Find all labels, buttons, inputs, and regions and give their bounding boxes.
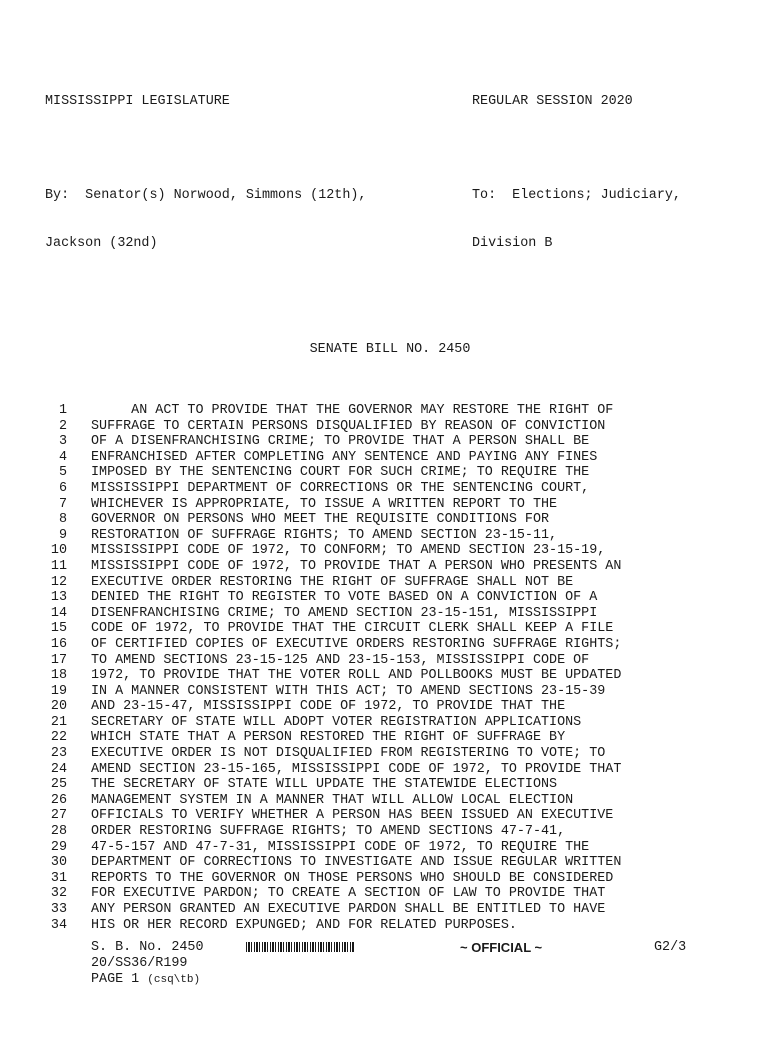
line-number: 3	[58, 434, 67, 450]
header-right	[472, 62, 681, 268]
barcode	[246, 942, 354, 952]
line-text: MANAGEMENT SYSTEM IN A MANNER THAT WILL ALLOW LOCAL ELECTION	[91, 792, 574, 808]
line-number: 2	[58, 418, 67, 434]
line-number: 17	[50, 652, 67, 668]
line-text: AMEND SECTION 23-15-165, MISSISSIPPI CODE OF 1972, TO PROVIDE THAT	[91, 761, 622, 777]
line-text: ANY PERSON GRANTED AN EXECUTIVE PARDON SHALL BE ENTITLED TO HAVE	[91, 902, 606, 917]
line-number: 33	[50, 902, 67, 917]
line-number: 12	[50, 574, 67, 590]
line-text: HIS OR HER RECORD EXPUNGED; AND FOR RELATED PURPOSES.	[91, 917, 517, 933]
referral-line-1: To: Elections; Judiciary,	[472, 188, 681, 203]
line-number: 34	[50, 917, 67, 933]
line-number: 28	[50, 824, 67, 840]
footer-doc-code: 20/SS36/R199	[91, 956, 188, 971]
line-number: 7	[58, 496, 67, 512]
line-text: GOVERNOR ON PERSONS WHO MEET THE REQUISITE CONDITIONS FOR	[91, 512, 550, 528]
sponsors-line-1: By: Senator(s) Norwood, Simmons (12th),	[45, 188, 367, 203]
line-text: TO AMEND SECTIONS 23-15-125 AND 23-15-153, MISSISSIPPI CODE OF	[91, 652, 590, 668]
line-text: EXECUTIVE ORDER RESTORING THE RIGHT OF SUFFRAGE SHALL NOT BE	[91, 574, 574, 590]
line-text: WHICHEVER IS APPROPRIATE, TO ISSUE A WRITTEN REPORT TO THE	[91, 496, 558, 512]
line-number: 19	[50, 683, 67, 699]
line-text: SUFFRAGE TO CERTAIN PERSONS DISQUALIFIED BY REASON OF CONVICTION	[91, 418, 606, 434]
line-number: 9	[58, 527, 67, 543]
line-number: 5	[58, 465, 67, 481]
footer-typist: (csq\tb)	[147, 974, 201, 986]
line-text: OF CERTIFIED COPIES OF EXECUTIVE ORDERS RESTORING SUFFRAGE RIGHTS;	[91, 636, 622, 652]
line-text: RESTORATION OF SUFFRAGE RIGHTS; TO AMEND SECTION 23-15-11,	[91, 527, 558, 543]
line-number: 31	[50, 870, 67, 886]
line-text: REPORTS TO THE GOVERNOR ON THOSE PERSONS WHO SHOULD BE CONSIDERED	[91, 870, 614, 886]
line-text: DENIED THE RIGHT TO REGISTER TO VOTE BASED ON A CONVICTION OF A	[91, 590, 598, 606]
sponsors-line-2: Jackson (32nd)	[45, 236, 158, 251]
line-text: MISSISSIPPI DEPARTMENT OF CORRECTIONS OR THE SENTENCING COURT,	[91, 480, 590, 496]
line-number: 26	[50, 792, 67, 808]
header-left	[45, 62, 366, 268]
footer-official-label: ~ OFFICIAL ~	[460, 940, 543, 955]
line-text: MISSISSIPPI CODE OF 1972, TO PROVIDE THAT A PERSON WHO PRESENTS AN	[91, 558, 622, 574]
line-text: ENFRANCHISED AFTER COMPLETING ANY SENTENCE AND PAYING ANY FINES	[91, 449, 598, 465]
line-text: AN ACT TO PROVIDE THAT THE GOVERNOR MAY RESTORE THE RIGHT OF	[91, 403, 614, 418]
line-number: 23	[50, 746, 67, 762]
line-number: 6	[58, 480, 67, 496]
line-number: 21	[50, 714, 67, 730]
line-number: 29	[50, 839, 67, 855]
footer-page	[91, 972, 200, 988]
footer-bill-number: S. B. No. 2450	[91, 940, 204, 955]
line-number: 30	[50, 855, 67, 871]
line-text: OFFICIALS TO VERIFY WHETHER A PERSON HAS BEEN ISSUED AN EXECUTIVE	[91, 808, 614, 824]
line-number: 13	[50, 590, 67, 606]
line-text: OF A DISENFRANCHISING CRIME; TO PROVIDE THAT A PERSON SHALL BE	[91, 434, 590, 450]
line-number: 11	[50, 558, 67, 574]
line-number: 10	[50, 543, 67, 559]
line-text: CODE OF 1972, TO PROVIDE THAT THE CIRCUIT CLERK SHALL KEEP A FILE	[91, 621, 614, 637]
bill-title: SENATE BILL NO. 2450	[309, 342, 471, 357]
footer-version: G2/3	[654, 940, 687, 955]
line-text: THE SECRETARY OF STATE WILL UPDATE THE STATEWIDE ELECTIONS	[91, 777, 558, 793]
line-number: 18	[50, 668, 67, 684]
line-number: 4	[58, 449, 67, 465]
line-text: IMPOSED BY THE SENTENCING COURT FOR SUCH CRIME; TO REQUIRE THE	[91, 465, 590, 481]
line-text: 47-5-157 AND 47-7-31, MISSISSIPPI CODE OF 1972, TO REQUIRE THE	[91, 839, 590, 855]
line-number: 1	[58, 403, 67, 418]
line-number: 15	[50, 621, 67, 637]
line-number: 14	[50, 605, 67, 621]
line-text: 1972, TO PROVIDE THAT THE VOTER ROLL AND POLLBOOKS MUST BE UPDATED	[91, 668, 622, 684]
line-number: 8	[58, 512, 67, 528]
line-number: 27	[50, 808, 67, 824]
line-text: MISSISSIPPI CODE OF 1972, TO CONFORM; TO AMEND SECTION 23-15-19,	[91, 543, 606, 559]
footer-page-number: PAGE 1	[91, 972, 140, 987]
line-number: 20	[50, 699, 67, 715]
line-text: SECRETARY OF STATE WILL ADOPT VOTER REGISTRATION APPLICATIONS	[91, 714, 582, 730]
line-text: DEPARTMENT OF CORRECTIONS TO INVESTIGATE AND ISSUE REGULAR WRITTEN	[91, 855, 622, 871]
line-text: ORDER RESTORING SUFFRAGE RIGHTS; TO AMEND SECTIONS 47-7-41,	[91, 824, 566, 840]
line-number: 22	[50, 730, 67, 746]
line-text: FOR EXECUTIVE PARDON; TO CREATE A SECTION OF LAW TO PROVIDE THAT	[91, 886, 606, 902]
page-footer	[0, 940, 770, 1000]
legislature-label: MISSISSIPPI LEGISLATURE	[45, 94, 230, 109]
line-number: 32	[50, 886, 67, 902]
referral-line-2: Division B	[472, 236, 553, 251]
line-text: AND 23-15-47, MISSISSIPPI CODE OF 1972, TO PROVIDE THAT THE	[91, 699, 566, 715]
line-text: DISENFRANCHISING CRIME; TO AMEND SECTION 23-15-151, MISSISSIPPI	[91, 605, 598, 621]
session-label: REGULAR SESSION 2020	[472, 94, 633, 109]
line-text: EXECUTIVE ORDER IS NOT DISQUALIFIED FROM REGISTERING TO VOTE; TO	[91, 746, 606, 762]
line-text: IN A MANNER CONSISTENT WITH THIS ACT; TO AMEND SECTIONS 23-15-39	[91, 683, 606, 699]
line-number: 25	[50, 777, 67, 793]
line-text: WHICH STATE THAT A PERSON RESTORED THE RIGHT OF SUFFRAGE BY	[91, 730, 566, 746]
line-number: 16	[50, 636, 67, 652]
line-number: 24	[50, 761, 67, 777]
